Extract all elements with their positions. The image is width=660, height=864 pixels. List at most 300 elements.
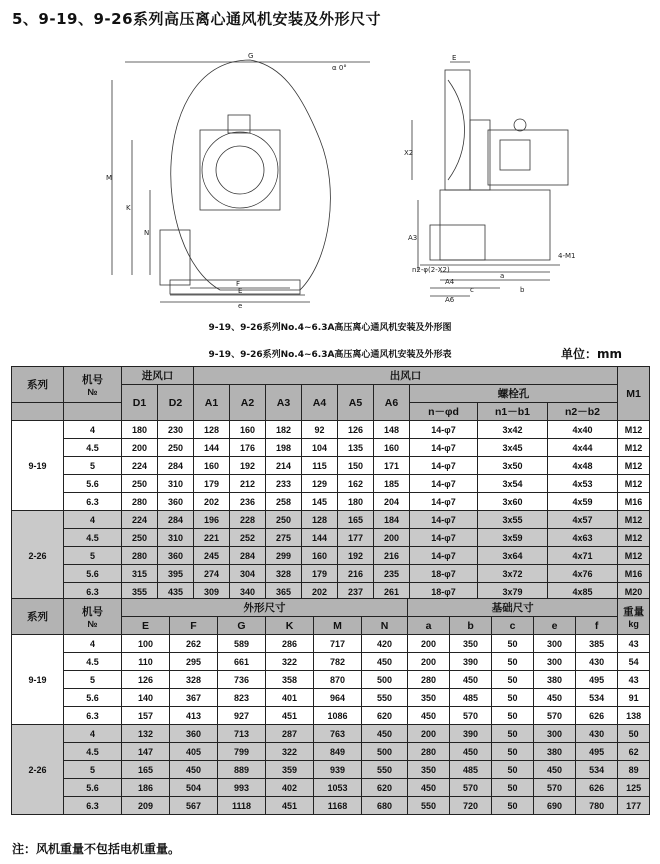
table-cell: 14-φ7 [410,511,478,529]
table-cell: 132 [122,725,170,743]
table-cell: 870 [314,671,362,689]
table-cell: 5.6 [64,689,122,707]
table-cell: 135 [338,439,374,457]
table-row [12,725,650,743]
table-cell: 176 [230,439,266,457]
table-cell: 450 [450,671,492,689]
table-cell: 192 [338,547,374,565]
table-cell: 849 [314,743,362,761]
table-cell: 570 [450,707,492,725]
table-cell: M12 [618,457,650,475]
table-cell: 14-φ7 [410,439,478,457]
table-cell: 310 [158,529,194,547]
table-cell: 50 [492,671,534,689]
table-cell: 485 [450,689,492,707]
table-cell: 50 [492,725,534,743]
label-b: b [520,286,525,294]
table-cell: 350 [408,689,450,707]
header-b: b [450,617,492,635]
table-cell: 4 [64,511,122,529]
label-k: K [126,204,131,212]
table-cell: 50 [618,725,650,743]
table-cell: 147 [122,743,170,761]
table-cell: 50 [492,653,534,671]
table-cell: 550 [362,689,408,707]
table-cell: 589 [218,635,266,653]
table-cell: 160 [230,421,266,439]
table-cell: 310 [158,475,194,493]
table-cell: 144 [302,529,338,547]
table-caption: 9-19、9-26系列No.4~6.3A高压离心通风机安装及外形表 [208,350,452,360]
table-cell: 126 [338,421,374,439]
table-cell: 200 [408,653,450,671]
table-cell: 322 [266,743,314,761]
table-cell: 6.3 [64,797,122,815]
label-n: N [144,229,150,237]
table-cell: 110 [122,653,170,671]
header-series: 系列 [12,367,64,403]
series-cell: 9-19 [12,421,64,511]
table-cell: 180 [338,493,374,511]
table-cell: 380 [534,671,576,689]
table-cell: 395 [158,565,194,583]
table-cell: 450 [170,761,218,779]
table-cell: 823 [218,689,266,707]
table-cell: 50 [492,707,534,725]
table-cell: 309 [194,583,230,601]
table-cell: 304 [230,565,266,583]
table-cell: 420 [362,635,408,653]
table-row [12,529,650,547]
table-cell: 495 [576,743,618,761]
table-cell: 3x72 [478,565,548,583]
table-cell: 5 [64,671,122,689]
table-cell: 295 [170,653,218,671]
table-cell: 358 [266,671,314,689]
header-outlet: 出风口 [194,367,618,385]
table-cell: 3x60 [478,493,548,511]
table-cell: 258 [266,493,302,511]
table-cell: 1053 [314,779,362,797]
table-cell: 3x50 [478,457,548,475]
label-e-right: E [452,54,457,62]
table-cell: 50 [492,779,534,797]
table-cell: 200 [408,635,450,653]
table-cell: M12 [618,511,650,529]
table-row [12,761,650,779]
table-cell: 4x59 [548,493,618,511]
header-k: K [266,617,314,635]
table-cell: 3x54 [478,475,548,493]
table-cell: 927 [218,707,266,725]
table-cell: 138 [618,707,650,725]
table-cell: 402 [266,779,314,797]
table-cell: 4x63 [548,529,618,547]
table-cell: 160 [302,547,338,565]
label-e-lower: e [238,302,243,310]
table-cell: 322 [266,653,314,671]
table-cell: 100 [122,635,170,653]
series-cell: 9-19 [12,635,64,725]
table-cell: 5.6 [64,475,122,493]
table-cell: 126 [122,671,170,689]
header-n1-b1: n1－b1 [478,403,548,421]
header-a1: A1 [194,385,230,421]
header-a6: A6 [374,385,410,421]
table-cell: 390 [450,653,492,671]
table-row [12,797,650,815]
table-cell: 500 [362,743,408,761]
table-cell: 62 [618,743,650,761]
header-m1: M1 [618,367,650,421]
header-model: 机号 № [64,367,122,403]
table-cell: 570 [534,779,576,797]
header-a3: A3 [266,385,302,421]
table-cell: 4x76 [548,565,618,583]
table-cell: 202 [302,583,338,601]
unit-label: 单位：mm [560,347,622,361]
table-row [12,457,650,475]
label-x2: X2 [404,149,414,157]
table-cell: 192 [230,457,266,475]
table-cell: 450 [408,707,450,725]
table-cell: M12 [618,439,650,457]
table-cell: 620 [362,779,408,797]
header-f: F [170,617,218,635]
table-cell: 570 [450,779,492,797]
table-cell: 157 [122,707,170,725]
table-cell: 365 [266,583,302,601]
fan-installation-drawing [0,40,660,310]
table-cell: 196 [194,511,230,529]
series-cell: 2-26 [12,725,64,815]
table-cell: M12 [618,475,650,493]
table-cell: 245 [194,547,230,565]
table-cell: 4.5 [64,529,122,547]
table-cell: 367 [170,689,218,707]
table-cell: 450 [450,743,492,761]
header-a5: A5 [338,385,374,421]
table-cell: 720 [450,797,492,815]
table-cell: 18-φ7 [410,583,478,601]
table-cell: 717 [314,635,362,653]
table-cell: 150 [338,457,374,475]
table-cell: 5 [64,457,122,475]
table-cell: 385 [576,635,618,653]
table-cell: 224 [122,457,158,475]
label-m: M [106,174,113,182]
label-angle: α 0° [332,64,347,72]
table-cell: 661 [218,653,266,671]
table-cell: 4x53 [548,475,618,493]
table-row [12,635,650,653]
table-cell: 6.3 [64,493,122,511]
table-cell: 177 [338,529,374,547]
table-cell: 413 [170,707,218,725]
table-cell: 430 [576,725,618,743]
table-cell: 4 [64,421,122,439]
header-f-lower: f [576,617,618,635]
table-cell: 4 [64,725,122,743]
header-n2-b2: n2－b2 [548,403,618,421]
table-cell: 50 [492,635,534,653]
table-cell: 3x55 [478,511,548,529]
table-cell: 495 [576,671,618,689]
table-cell: 736 [218,671,266,689]
table-cell: 284 [158,511,194,529]
table-cell: 340 [230,583,266,601]
table-cell: 214 [266,457,302,475]
table-cell: 179 [302,565,338,583]
table-row [12,511,650,529]
table-cell: 500 [362,671,408,689]
table-cell: 504 [170,779,218,797]
table-cell: 4.5 [64,653,122,671]
table-cell: 993 [218,779,266,797]
label-a4: A4 [445,278,455,286]
table-cell: 550 [408,797,450,815]
table-row [12,743,650,761]
header-bolt-holes: 螺栓孔 [410,385,618,403]
table-cell: 4.5 [64,743,122,761]
table-cell: 104 [302,439,338,457]
table-cell: 451 [266,797,314,815]
table-cell: 626 [576,707,618,725]
table-cell: 43 [618,671,650,689]
header-a4: A4 [302,385,338,421]
table-cell: 204 [374,493,410,511]
table-cell: 6.3 [64,583,122,601]
table-cell: 450 [362,653,408,671]
table-cell: 4 [64,635,122,653]
header-e-lower: e [534,617,576,635]
table-row [12,475,650,493]
table-cell: 4x57 [548,511,618,529]
table-cell: 964 [314,689,362,707]
table-cell: 299 [266,547,302,565]
dimension-table-1 [11,366,650,601]
table-cell: 5 [64,761,122,779]
table-cell: 300 [534,653,576,671]
table-cell: 280 [122,493,158,511]
table-cell: 202 [194,493,230,511]
table-cell: 780 [576,797,618,815]
table-cell: 209 [122,797,170,815]
table-cell: 184 [374,511,410,529]
table-cell: 350 [408,761,450,779]
table-cell: 233 [266,475,302,493]
table-cell: 18-φ7 [410,565,478,583]
table-cell: 450 [362,725,408,743]
table-cell: 160 [194,457,230,475]
table-cell: 889 [218,761,266,779]
table-cell: 280 [408,743,450,761]
table-cell: 125 [618,779,650,797]
table-cell: 128 [194,421,230,439]
table-cell: 350 [450,635,492,653]
table-cell: 763 [314,725,362,743]
table-cell: 200 [374,529,410,547]
table-cell: 567 [170,797,218,815]
header-n-d: n－φd [410,403,478,421]
table-cell: 148 [374,421,410,439]
header-empty [64,403,122,421]
table-row [12,707,650,725]
table-cell: 4x85 [548,583,618,601]
table-cell: 4x40 [548,421,618,439]
header-e: E [122,617,170,635]
table-cell: 401 [266,689,314,707]
table-cell: 355 [122,583,158,601]
header-g: G [218,617,266,635]
table-cell: 280 [408,671,450,689]
table-cell: 14-φ7 [410,457,478,475]
table-cell: 435 [158,583,194,601]
table-cell: 4x71 [548,547,618,565]
table-cell: 380 [534,743,576,761]
table-cell: 1086 [314,707,362,725]
table-cell: 626 [576,779,618,797]
table-cell: 680 [362,797,408,815]
table-cell: M12 [618,547,650,565]
table-cell: 89 [618,761,650,779]
header-m: M [314,617,362,635]
table-cell: 286 [266,635,314,653]
table-cell: 162 [338,475,374,493]
table-cell: 216 [374,547,410,565]
table-cell: 91 [618,689,650,707]
table-row [12,547,650,565]
table-cell: 3x64 [478,547,548,565]
table-cell: 235 [374,565,410,583]
label-m1: 4-M1 [558,252,576,260]
table-cell: 250 [158,439,194,457]
table-cell: 228 [230,511,266,529]
table-row [12,653,650,671]
table-cell: 237 [338,583,374,601]
table-cell: 620 [362,707,408,725]
label-c: c [470,286,474,294]
table-cell: 250 [122,475,158,493]
table-cell: 328 [266,565,302,583]
label-n2: n2-φ(2-X2) [412,266,450,274]
table-cell: 799 [218,743,266,761]
table-row [12,779,650,797]
table-cell: 177 [618,797,650,815]
drawing-caption: 9-19、9-26系列No.4~6.3A高压离心通风机安装及外形图 [208,323,452,333]
label-f: F [236,280,241,288]
table-cell: 262 [170,635,218,653]
table-cell: 534 [576,761,618,779]
header-a2: A2 [230,385,266,421]
table-row [12,439,650,457]
table-cell: 1168 [314,797,362,815]
header-n: N [362,617,408,635]
header-model-2: 机号 № [64,599,122,635]
table-cell: 939 [314,761,362,779]
table-cell: 198 [266,439,302,457]
table-cell: 165 [338,511,374,529]
table-cell: 360 [158,547,194,565]
table-cell: 280 [122,547,158,565]
table-cell: 3x59 [478,529,548,547]
table-row [12,671,650,689]
table-cell: 14-φ7 [410,421,478,439]
footnote: 注：风机重量不包括电机重量。 [12,842,181,856]
table-cell: 360 [170,725,218,743]
header-outline-dims: 外形尺寸 [122,599,408,617]
table-cell: 212 [230,475,266,493]
table-cell: 14-φ7 [410,475,478,493]
table-cell: 284 [158,457,194,475]
table-cell: 200 [122,439,158,457]
table-cell: 359 [266,761,314,779]
table-cell: 450 [534,761,576,779]
table-cell: 3x42 [478,421,548,439]
header-base-dims: 基础尺寸 [408,599,618,617]
table-cell: 6.3 [64,707,122,725]
table-cell: 171 [374,457,410,475]
table-row [12,565,650,583]
table-cell: 534 [576,689,618,707]
table-cell: 3x45 [478,439,548,457]
table-cell: 690 [534,797,576,815]
table-cell: 145 [302,493,338,511]
table-cell: 485 [450,761,492,779]
header-d2: D2 [158,385,194,421]
table-cell: 185 [374,475,410,493]
header-a: a [408,617,450,635]
table-cell: 782 [314,653,362,671]
label-a: a [500,272,505,280]
table-cell: 4x44 [548,439,618,457]
table-row [12,689,650,707]
table-cell: 14-φ7 [410,529,478,547]
table-cell: 4.5 [64,439,122,457]
table-cell: 43 [618,635,650,653]
table-cell: M20 [618,583,650,601]
table-cell: 186 [122,779,170,797]
table-cell: 5.6 [64,779,122,797]
table-cell: 144 [194,439,230,457]
table-cell: 160 [374,439,410,457]
table-cell: 300 [534,725,576,743]
table-cell: 200 [408,725,450,743]
table-cell: 5.6 [64,565,122,583]
table-cell: 221 [194,529,230,547]
table-cell: 5 [64,547,122,565]
table-cell: M12 [618,529,650,547]
label-a3: A3 [408,234,418,242]
table-cell: 140 [122,689,170,707]
header-inlet: 进风口 [122,367,194,385]
label-a6: A6 [445,296,455,304]
table-cell: 216 [338,565,374,583]
table-cell: 570 [534,707,576,725]
table-cell: M16 [618,493,650,511]
table-row [12,421,650,439]
table-cell: 250 [266,511,302,529]
table-cell: 1118 [218,797,266,815]
table-cell: 4x48 [548,457,618,475]
table-cell: 328 [170,671,218,689]
table-cell: 92 [302,421,338,439]
label-g: G [248,52,254,60]
dimension-table-2 [11,598,650,815]
table-cell: 284 [230,547,266,565]
table-cell: 128 [302,511,338,529]
table-cell: 274 [194,565,230,583]
